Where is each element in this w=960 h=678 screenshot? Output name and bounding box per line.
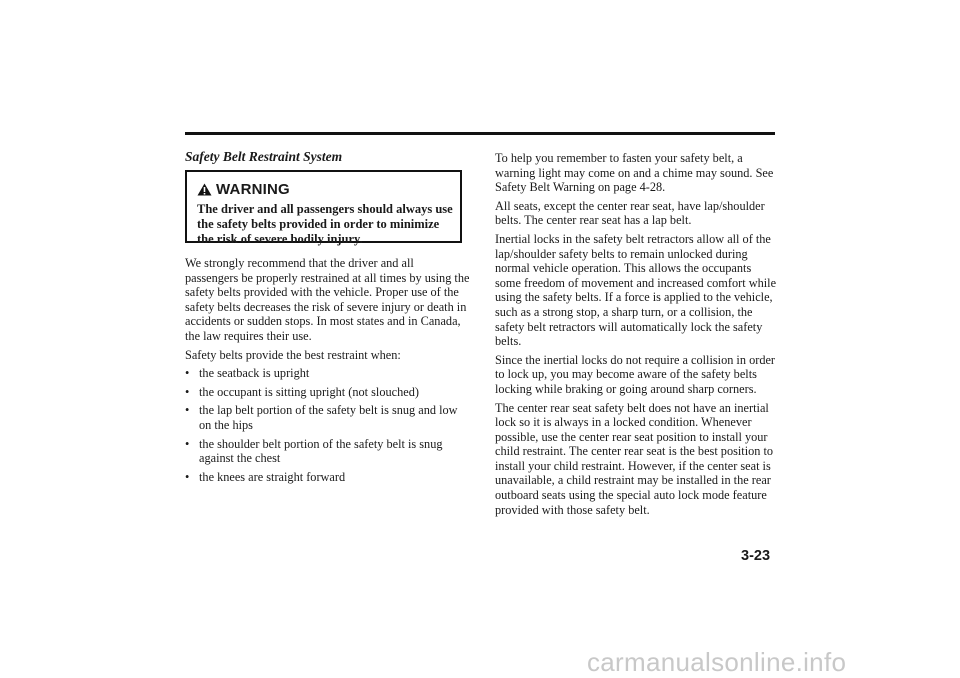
paragraph: Since the inertial locks do not require a collision in order to lock up, you may become aware of the safety belts locking while braking or going around sharp corners.	[495, 352, 776, 396]
bullet-item: • the knees are straight forward	[185, 469, 346, 484]
bullet-icon: •	[185, 366, 190, 381]
right-column	[495, 151, 777, 521]
warning-label: WARNING	[216, 180, 290, 198]
bullet-item: • the occupant is sitting upright (not slouched)	[185, 384, 419, 399]
header-rule	[185, 132, 775, 135]
bullet-item: • the shoulder belt portion of the safety belt is snug against the chest	[185, 436, 443, 466]
bullet-item: • the seatback is upright	[185, 366, 310, 381]
bullet-list	[185, 366, 470, 484]
paragraph: We strongly recommend that the driver and all passengers be properly restrained at all times by using the safety belts provided with the vehicle. Proper use of the safety belts decreases the risk of severe injury or death in accidents or sudden stops. In most states and in Canada, the law requires their use.	[185, 256, 470, 343]
paragraph: Safety belts provide the best restraint when:	[185, 347, 401, 362]
paragraph: Inertial locks in the safety belt retractors allow all of the lap/shoulder safety belts to remain unlocked during normal vehicle operation. This allows the occupants some freedom of movement and increased comfort while using the safety belts. If a force is applied to the vehicle, such as a strong stop, a sharp turn, or a collision, the safety belt retractors will automatically lock the safety belts.	[495, 231, 777, 349]
bullet-icon: •	[185, 436, 190, 451]
bullet-icon: •	[185, 403, 190, 418]
bullet-icon: •	[185, 384, 190, 399]
paragraph: To help you remember to fasten your safety belt, a warning light may come on and a chime may sound. See Safety Belt Warning on page 4-28.	[495, 151, 774, 195]
left-column	[185, 149, 470, 488]
page-number: 3-23	[741, 548, 771, 564]
warning-header	[197, 178, 456, 200]
watermark: carmanualsonline.info	[587, 647, 847, 677]
warning-box	[185, 170, 462, 246]
paragraph: The center rear seat safety belt does not have an inertial lock so it is always in a locked condition. Whenever possible, use the center rear seat position to install your child restraint. The center rear seat is the best position to install your child restraint. However, if the center seat is unavailable, a child restraint may be installed in the rear outboard seats using the special auto lock mode feature provided with those safety belt.	[495, 400, 774, 517]
paragraph: All seats, except the center rear seat, have lap/shoulder belts. The center rear seat has a lap belt.	[495, 198, 765, 228]
section-title: Safety Belt Restraint System	[185, 149, 343, 164]
bullet-icon: •	[185, 469, 190, 484]
warning-triangle-icon	[197, 183, 212, 196]
bullet-item: • the lap belt portion of the safety belt is snug and low on the hips	[185, 403, 458, 432]
warning-text: The driver and all passengers should always use the safety belts provided in order to minimize the risk of severe bodily injury.	[197, 202, 453, 246]
